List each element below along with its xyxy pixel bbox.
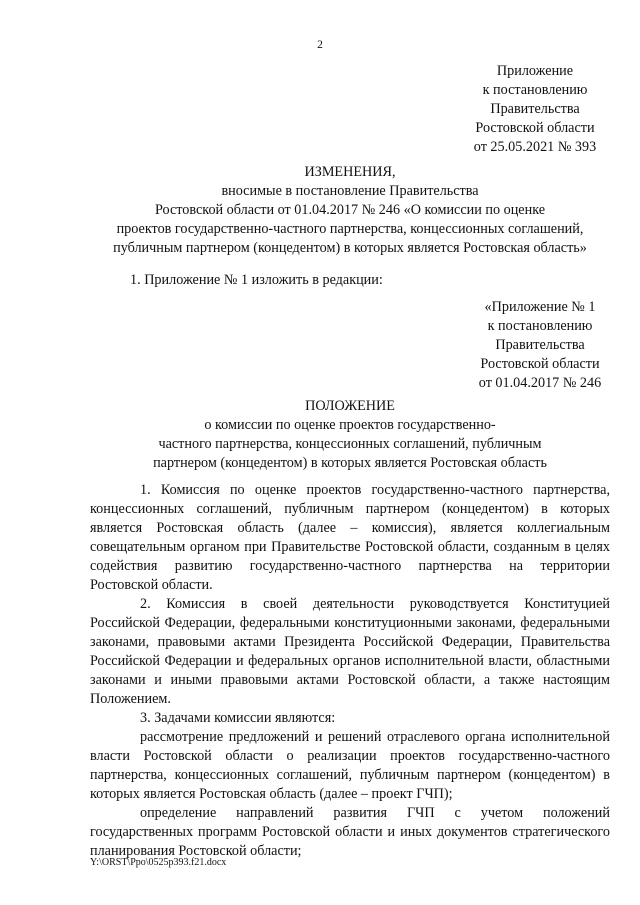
changes-subtitle-line: вносимые в постановление Правительства — [221, 183, 479, 199]
paragraph-5: определение направлений развития ГЧП с учетом положений государственных программ Ростовской области и иных документов стратегического планирования Ростовской области; — [90, 805, 610, 859]
paragraph-1: 1. Комиссия по оценке проектов государственно-частного партнерства, концессионных соглашений, публичным партнером (концедентом) в которых является Ростовская область (далее – комиссия), является коллегиальным совещательным органом при Правительстве Ростовской области, созданным в целях содействия развитию государственно-частного партнерства на территории Ростовской области. — [90, 482, 610, 593]
changes-heading: ИЗМЕНЕНИЯ, — [304, 164, 396, 180]
appendix-1-line: Ростовской области — [480, 356, 600, 372]
regulation-heading: ПОЛОЖЕНИЕ — [305, 398, 395, 414]
regulation-subtitle-line: партнером (концедентом) в которых является Ростовская область — [153, 455, 547, 471]
appendix-1-line: к постановлению — [487, 318, 593, 334]
item-1: 1. Приложение № 1 изложить в редакции: — [130, 272, 383, 288]
appendix-1-block — [440, 298, 640, 393]
paragraph-3: 3. Задачами комиссии являются: — [140, 710, 336, 726]
appendix-line: Правительства — [490, 101, 580, 117]
regulation-subtitle-line: о комиссии по оценке проектов государственно- — [204, 417, 496, 433]
paragraph-2: 2. Комиссия в своей деятельности руководствуется Конституцией Российской Федерации, федеральными конституционными законами, федеральными законами, правовыми актами Президента Российской Федерации, Правительства Российской Федерации и федеральных органов исполнительной власти, областными законами и иными правовыми актами Ростовской области, а также настоящим Положением. — [90, 596, 610, 707]
appendix-1-line: от 01.04.2017 № 246 — [478, 375, 602, 391]
changes-subtitle-line: публичным партнером (концедентом) в которых является Ростовская область» — [113, 240, 587, 256]
changes-title-block — [60, 163, 640, 258]
regulation-body — [90, 481, 610, 861]
appendix-line: Приложение — [496, 63, 574, 79]
paragraph-4: рассмотрение предложений и решений отраслевого органа исполнительной власти Ростовской области о реализации проектов государственно-частного партнерства, концессионных соглашений, публичным партнером (концедентом) в которых является Ростовская область (далее – проект ГЧП); — [90, 729, 610, 802]
file-path-footer: Y:\ORST\Ppo\0525p393.f21.docx — [90, 857, 227, 868]
regulation-subtitle-line: частного партнерства, концессионных соглашений, публичным — [158, 436, 542, 452]
appendix-1-line: «Приложение № 1 — [484, 299, 596, 315]
appendix-line: от 25.05.2021 № 393 — [473, 139, 597, 155]
regulation-title-block — [60, 397, 640, 473]
appendix-line: Ростовской области — [475, 120, 595, 136]
changes-subtitle-line: проектов государственно-частного партнерства, концессионных соглашений, — [116, 221, 584, 237]
page-number: 2 — [317, 39, 323, 51]
appendix-block — [440, 62, 630, 157]
changes-subtitle-line: Ростовской области от 01.04.2017 № 246 «О комиссии по оценке — [154, 202, 546, 218]
appendix-line: к постановлению — [482, 82, 588, 98]
appendix-1-line: Правительства — [495, 337, 585, 353]
